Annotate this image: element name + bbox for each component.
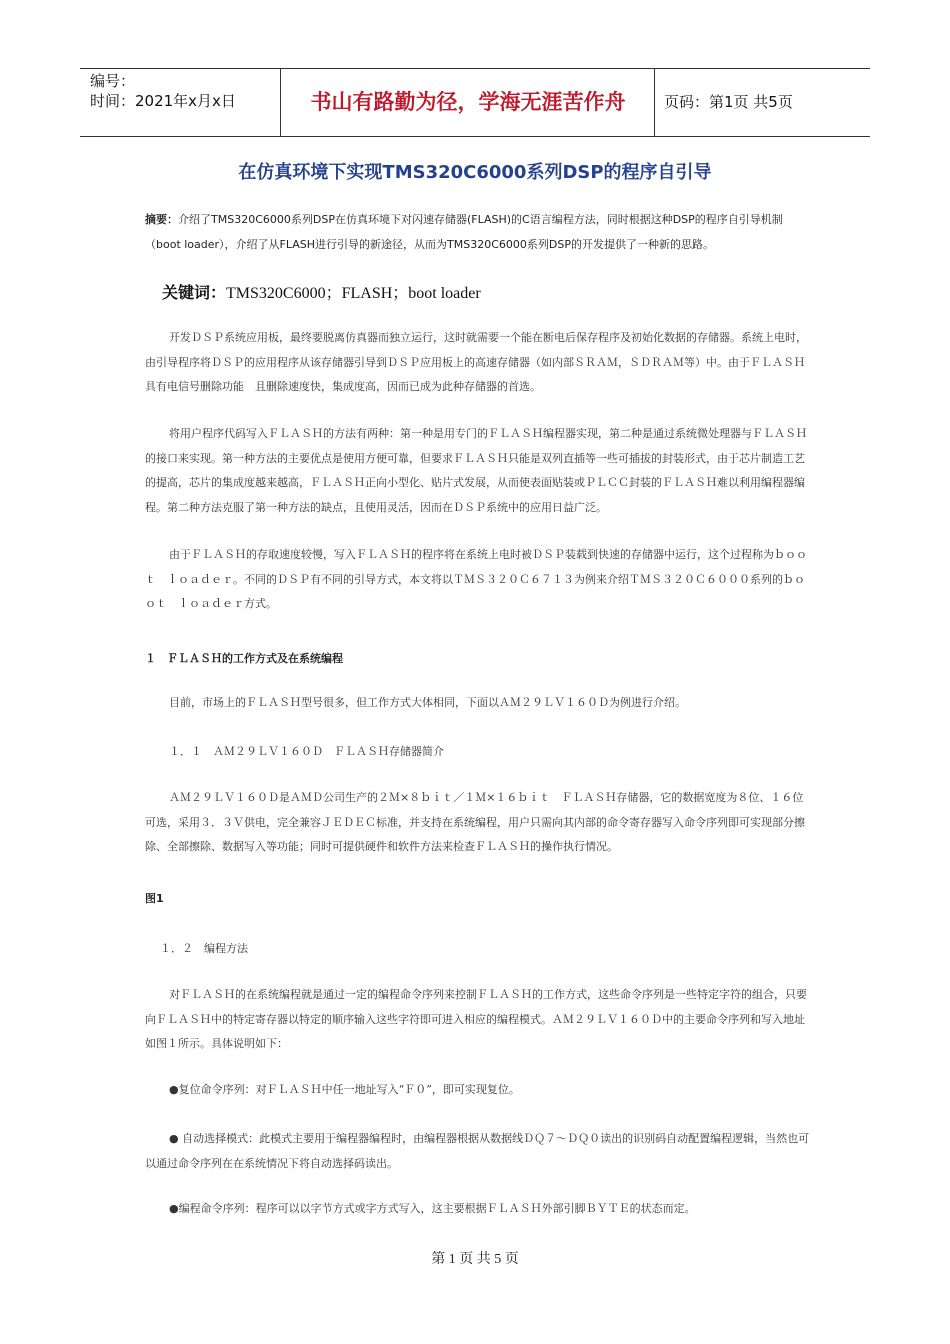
keywords-label: 关键词：	[162, 283, 227, 302]
abstract-text: 介绍了TMS320C6000系列DSP在仿真环境下对闪速存储器(FLASH)的C语言编程方法，同时根据这种DSP的程序自引导机制（boot loader），介绍了从FLASH进行引导的新途径，从而为TMS320C6000系列DSP的开发提供了一种新的思路。	[145, 213, 783, 251]
keywords-text: TMS320C6000；FLASH；boot loader	[226, 285, 481, 302]
time-label: 时间：2021年x月x日	[90, 92, 236, 110]
bullet-item: ● 自动选择模式：此模式主要用于编程器编程时，由编程器根据从数据线ＤＱ７～ＤＱ０读出的识别码自动配置编程逻辑，当然也可以通过命令序列在在系统情况下将自动选择码读出。	[145, 1132, 810, 1170]
paragraph: 由于ＦＬＡＳＨ的存取速度较慢，写入ＦＬＡＳＨ的程序将在系统上电时被ＤＳＰ装载到快速的存储器中运行，这个过程称为ｂｏｏｔ ｌｏａｄｅｒ。不同的ＤＳＰ有不同的引导方式，本文将以ＴＭＳ３２０Ｃ６７１３为例来介绍ＴＭＳ３２０Ｃ６０００系列的ｂｏｏｔ ｌｏａｄｅｒ方式。	[145, 548, 807, 610]
header-page-info: 页码：第1页 共5页	[664, 93, 793, 111]
paragraph: 目前，市场上的ＦＬＡＳＨ型号很多，但工作方式大体相同，下面以ＡＭ２９ＬＶ１６０Ｄ为例进行介绍。	[169, 696, 686, 709]
paragraph: ＡＭ２９ＬＶ１６０Ｄ是ＡＭＤ公司生产的２Ｍ×８ｂｉｔ／１Ｍ×１６ｂｉｔ ＦＬＡＳＨ存储器，它的数据宽度为８位、１６位可选，采用３．３Ｖ供电，完全兼容ＪＥＤＥＣ标准，并支持在系统编程，用户只需向其内部的命令寄存器写入命令序列即可实现部分擦除、全部擦除、数据写入等功能；同时可提供硬件和软件方法来检查ＦＬＡＳＨ的操作执行情况。	[145, 791, 805, 853]
paragraph: 对ＦＬＡＳＨ的在系统编程就是通过一定的编程命令序列来控制ＦＬＡＳＨ的工作方式，这些命令序列是一些特定字符的组合，只要向ＦＬＡＳＨ中的特定寄存器以特定的顺序输入这些字符即可进入相应的编程模式。ＡＭ２９ＬＶ１６０Ｄ中的主要命令序列和写入地址如图１所示。具体说明如下：	[145, 988, 807, 1050]
header-meta	[90, 71, 280, 111]
header-divider	[280, 69, 281, 136]
figure-label: 图1	[145, 892, 164, 905]
paragraph: 将用户程序代码写入ＦＬＡＳＨ的方法有两种：第一种是用专门的ＦＬＡＳＨ编程器实现，第二种是通过系统微处理器与ＦＬＡＳＨ的接口来实现。第一种方法的主要优点是使用方便可靠，但要求ＦＬＡＳＨ只能是双列直插等一些可插拔的封装形式，由于芯片制造工艺的提高，芯片的集成度越来越高，ＦＬＡＳＨ正向小型化、贴片式发展，从而使表面贴装或ＰＬＣＣ封装的ＦＬＡＳＨ难以利用编程器编程。第二种方法克服了第一种方法的缺点，且使用灵活，因而在ＤＳＰ系统中的应用日益广泛。	[145, 427, 807, 514]
abstract	[145, 207, 810, 257]
bullet-item: ●复位命令序列：对ＦＬＡＳＨ中任一地址写入“Ｆ０”，即可实现复位。	[169, 1083, 520, 1096]
subsection-heading: １．２ 编程方法	[160, 942, 248, 955]
page-footer: 第 1 页 共 5 页	[431, 1252, 519, 1267]
header-divider	[654, 69, 655, 136]
header-table	[80, 68, 870, 137]
header-motto: 书山有路勤为径，学海无涯苦作舟	[310, 90, 626, 114]
keywords	[162, 280, 481, 303]
document-title: 在仿真环境下实现TMS320C6000系列DSP的程序自引导	[238, 162, 712, 183]
abstract-label: 摘要：	[145, 213, 178, 226]
paragraph: 开发ＤＳＰ系统应用板，最终要脱离仿真器而独立运行，这时就需要一个能在断电后保存程序及初始化数据的存储器。系统上电时，由引导程序将ＤＳＰ的应用程序从该存储器引导到ＤＳＰ应用板上的高速存储器（如内部ＳＲＡＭ，ＳＤＲＡＭ等）中。由于ＦＬＡＳＨ具有电信号删除功能 且删除速度快，集成度高，因而已成为此种存储器的首选。	[145, 331, 807, 393]
section-heading: １ ＦＬＡＳＨ的工作方式及在系统编程	[145, 652, 343, 665]
number-label: 编号：	[90, 72, 136, 90]
bullet-item: ●编程命令序列：程序可以以字节方式或字方式写入，这主要根据ＦＬＡＳＨ外部引脚ＢＹＴＥ的状态而定。	[169, 1202, 696, 1215]
subsection-heading: １．１ ＡＭ２９ＬＶ１６０Ｄ ＦＬＡＳＨ存储器简介	[169, 745, 444, 758]
